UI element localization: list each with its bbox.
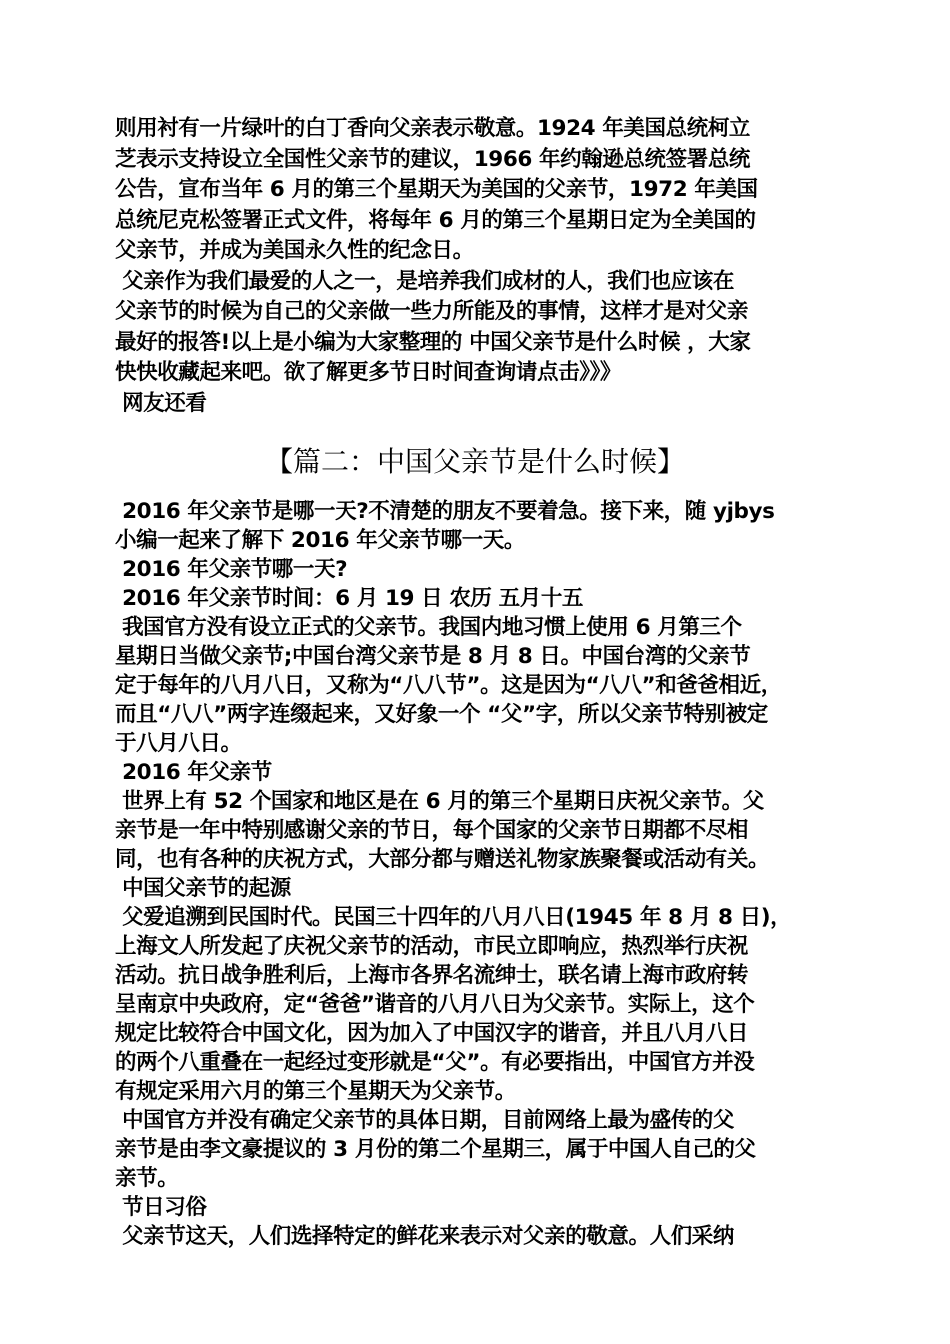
text-line: 2016 年父亲节是哪一天?不清楚的朋友不要着急。接下来，随 yjbys xyxy=(115,499,775,524)
text-line: 中国官方并没有确定父亲节的具体日期，目前网络上最为盛传的父 xyxy=(115,1108,734,1133)
text-line: 小编一起来了解下 2016 年父亲节哪一天。 xyxy=(115,528,526,553)
text-line: 总统尼克松签署正式文件，将每年 6 月的第三个星期日定为全美国的 xyxy=(115,207,756,233)
section-one-text xyxy=(115,114,855,419)
text-line: 最好的报答!以上是小编为大家整理的 中国父亲节是什么时候 ，大家 xyxy=(115,329,751,355)
text-line: 父爱追溯到民国时代。民国三十四年的八月八日(1945 年 8 月 8 日)， xyxy=(115,905,792,930)
text-line: 我国官方没有设立正式的父亲节。我国内地习惯上使用 6 月第三个 xyxy=(115,615,742,640)
text-line: 节日习俗 xyxy=(115,1195,207,1220)
text-line: 呈南京中央政府，定“爸爸”谐音的八月八日为父亲节。实际上，这个 xyxy=(115,992,755,1017)
text-line: 于八月八日。 xyxy=(115,731,242,756)
text-line: 2016 年父亲节时间：6 月 19 日 农历 五月十五 xyxy=(115,586,584,611)
text-line: 亲节。 xyxy=(115,1166,179,1191)
text-line: 而且“八八”两字连缀起来，又好象一个 “父”字，所以父亲节特别被定 xyxy=(115,702,768,727)
text-line: 有规定采用六月的第三个星期天为父亲节。 xyxy=(115,1079,516,1104)
text-line: 上海文人所发起了庆祝父亲节的活动，市民立即响应，热烈举行庆祝 xyxy=(115,934,749,959)
text-line: 星期日当做父亲节;中国台湾父亲节是 8 月 8 日。中国台湾的父亲节 xyxy=(115,644,751,669)
text-line: 父亲节这天，人们选择特定的鲜花来表示对父亲的敬意。人们采纳 xyxy=(115,1224,734,1249)
text-line: 芝表示支持设立全国性父亲节的建议，1966 年约翰逊总统签署总统 xyxy=(115,146,751,172)
text-line: 亲节是一年中特别感谢父亲的节日，每个国家的父亲节日期都不尽相 xyxy=(115,818,749,843)
text-line: 活动。抗日战争胜利后，上海市各界名流绅士，联名请上海市政府转 xyxy=(115,963,749,988)
text-line: 中国父亲节的起源 xyxy=(115,876,291,901)
text-line: 的两个八重叠在一起经过变形就是“父”。有必要指出，中国官方并没 xyxy=(115,1050,755,1075)
section-two-text xyxy=(115,497,855,1251)
text-line: 2016 年父亲节哪一天? xyxy=(115,557,348,582)
text-line: 规定比较符合中国文化，因为加入了中国汉字的谐音，并且八月八日 xyxy=(115,1021,749,1046)
text-line: 父亲节，并成为美国永久性的纪念日。 xyxy=(115,238,474,263)
text-line: 网友还看 xyxy=(115,390,207,416)
section-heading: 【篇二：中国父亲节是什么时候】 xyxy=(264,445,685,478)
text-line: 世界上有 52 个国家和地区是在 6 月的第三个星期日庆祝父亲节。父 xyxy=(115,789,764,814)
text-line: 定于每年的八月八日，又称为“八八节”。这是因为“八八”和爸爸相近， xyxy=(115,673,782,698)
text-line: 父亲节的时候为自己的父亲做一些力所能及的事情，这样才是对父亲 xyxy=(115,299,749,324)
text-line: 亲节是由李文豪提议的 3 月份的第二个星期三，属于中国人自己的父 xyxy=(115,1137,756,1162)
text-line: 快快收藏起来吧。欲了解更多节日时间查询请点击》》》 xyxy=(115,360,622,385)
text-line: 父亲作为我们最爱的人之一，是培养我们成材的人，我们也应该在 xyxy=(115,268,734,294)
text-line: 2016 年父亲节 xyxy=(115,760,272,785)
text-line: 同，也有各种的庆祝方式，大部分都与赠送礼物家族聚餐或活动有关。 xyxy=(115,847,770,872)
text-line: 公告，宣布当年 6 月的第三个星期天为美国的父亲节，1972 年美国 xyxy=(115,177,758,202)
text-line: 则用衬有一片绿叶的白丁香向父亲表示敬意。1924 年美国总统柯立 xyxy=(115,116,751,141)
